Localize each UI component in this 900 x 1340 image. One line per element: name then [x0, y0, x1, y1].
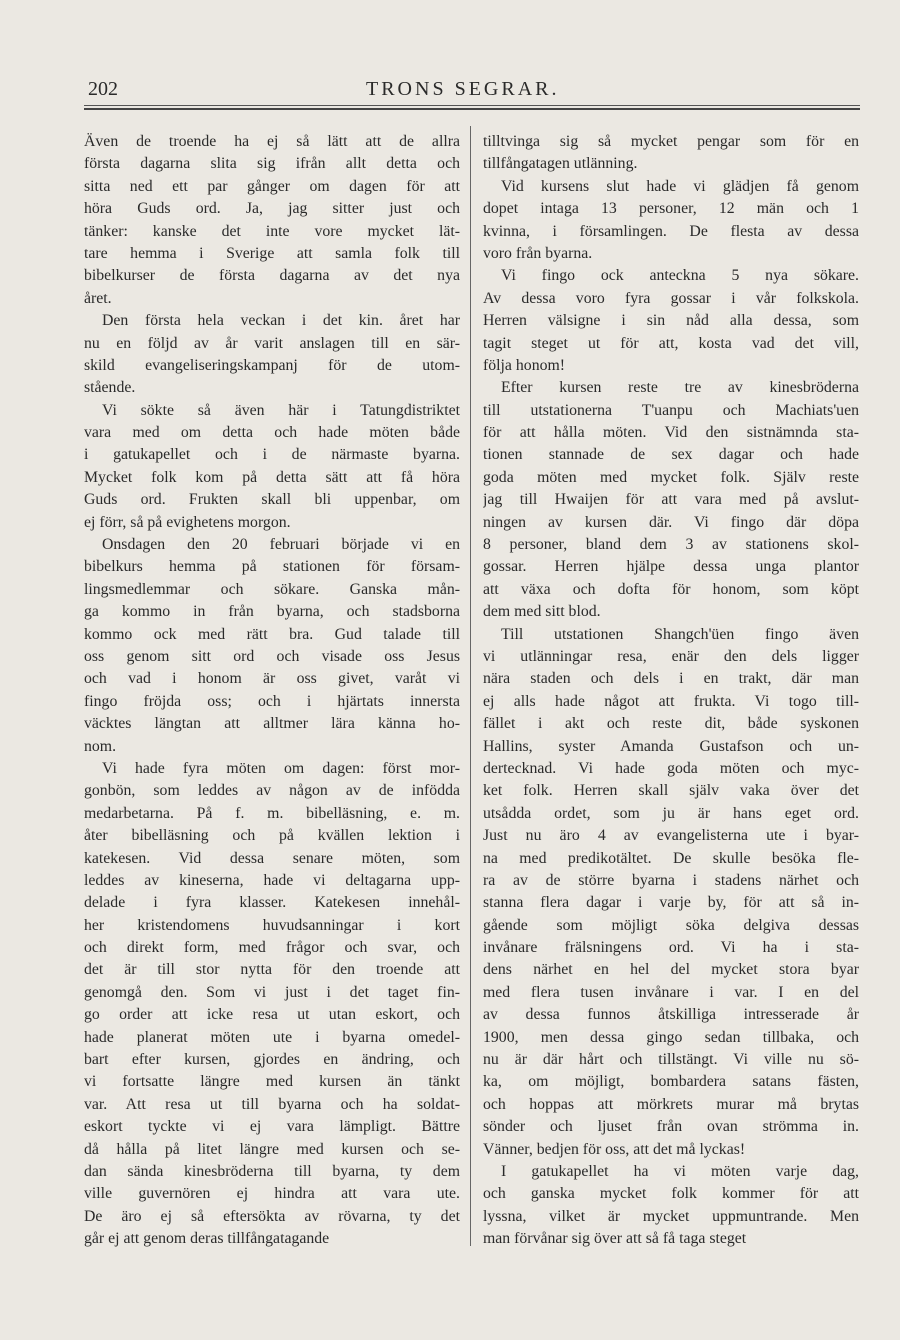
paragraph [483, 624, 859, 1161]
text-line: Vi sökte så även här i Tatungdistriktet [102, 401, 460, 419]
text-line: lingsmedlemmar och sökare. Ganska mån- [84, 580, 460, 598]
text-line: medarbetarna. På f. m. bibelläsning, e. m. [84, 804, 460, 822]
text-line: i gatukapellet och i de närmaste byarna. [84, 446, 460, 464]
text-line: Guds ord. Frukten skall bli uppenbar, om [84, 491, 460, 509]
text-line: eskort tyckte vi ej vara lämpligt. Bättre [84, 1118, 460, 1136]
text-line: delade i fyra klasser. Katekesen innehål- [84, 894, 460, 912]
text-line: bart efter kursen, gjordes en ändring, och [84, 1051, 460, 1069]
text-line: 8 personer, bland dem 3 av stationens skol- [483, 536, 859, 554]
text-line: leddes av kineserna, hade vi deltagarna upp- [84, 871, 460, 889]
text-line: att växa och dofta för honom, som köpt [483, 580, 859, 598]
text-line: bibelkurs hemma på stationen för försam- [84, 558, 460, 576]
text-line: skild evangeliseringskampanj för de utom- [84, 356, 460, 374]
text-line: tagit steget ut för att, kosta vad det vill, [483, 334, 859, 352]
text-line: fingo fröjda oss; och i hjärtats innersta [84, 692, 460, 710]
text-line: Även de troende ha ej så lätt att de allra [84, 133, 460, 150]
text-line: Vi hade fyra möten om dagen: först mor- [102, 759, 460, 777]
text-line: och hoppas att mörkrets murar må brytas [483, 1095, 859, 1113]
header-rule-thin [84, 105, 860, 106]
text-line: ga kommo in från byarna, och stadsborna [84, 603, 460, 621]
text-line: goda möten med mycket folk. Själv reste [483, 468, 859, 486]
text-line: tilltvinga sig så mycket pengar som för en [483, 133, 859, 150]
paragraph [483, 176, 859, 266]
text-line: med flera tusen invånare i var. I en del [483, 983, 859, 1001]
text-line: sönder och ljuset från ovan strömma in. [483, 1118, 859, 1136]
page-number: 202 [88, 78, 118, 100]
text-line: då hålla på litet längre med kursen och se- [84, 1140, 460, 1158]
text-line: invånare frälsningens ord. Vi ha i sta- [483, 939, 859, 957]
paragraph [84, 534, 460, 758]
text-line: bibelkurser de första dagarna av det nya [84, 267, 460, 285]
text-line: dopet intaga 13 personer, 12 män och 1 [483, 200, 859, 218]
text-line: och direkt form, med frågor och svar, och [84, 939, 460, 957]
text-line: lyssna, vilket är mycket uppmuntrande. Men [483, 1207, 859, 1225]
paragraph [483, 377, 859, 623]
text-line: Herren välsigne i sin nåd alla dessa, som [483, 312, 859, 330]
text-line: och ganska mycket folk kommer för att [483, 1185, 859, 1203]
text-line: fället i akt och reste dit, både syskonen [483, 715, 859, 733]
text-line: ej förr, så på evighetens morgon. [84, 513, 291, 531]
text-line: utsådda ordet, som ju är hans eget ord. [483, 804, 859, 822]
running-title: TRONS SEGRAR. [366, 78, 560, 100]
text-line: kvinna, i församlingen. De flesta av dessa [483, 222, 859, 240]
text-line: ej alls hade något att frukta. Vi togo till- [483, 692, 859, 710]
header-rule-thick [84, 108, 860, 110]
column-divider [470, 126, 471, 1246]
paragraph [84, 131, 460, 310]
text-line: voro från byarna. [483, 244, 593, 262]
page-header [84, 78, 858, 106]
text-line: ra av de större byarna i stadens närhet och [483, 871, 859, 889]
text-line: Vid kursens slut hade vi glädjen få genom [501, 177, 859, 195]
text-line: genomgå den. Som vi just i det taget fin- [84, 983, 460, 1001]
paragraph [483, 1161, 859, 1251]
text-line: vi fortsatte längre med kursen än tänkt [84, 1073, 460, 1091]
text-line: her kristendomens huvudsanningar i kort [84, 916, 460, 934]
left-column [84, 131, 460, 1251]
paragraph [84, 310, 460, 400]
text-line: katekesen. Vid dessa senare möten, som [84, 849, 460, 867]
text-line: höra Guds ord. Ja, jag sitter just och [84, 200, 460, 218]
text-line: går ej att genom deras tillfångatagande [84, 1230, 330, 1248]
text-line: na med predikotältet. De skulle besöka fle- [483, 849, 859, 867]
text-line: ka, om möjligt, bombardera satans fästen, [483, 1073, 859, 1091]
text-line: av dessa funnos åtskilliga intresserade år [483, 1006, 859, 1024]
text-line: Mycket folk kom på detta sätt att få höra [84, 468, 460, 486]
text-line: tionen stannade de sex dagar och hade [483, 446, 859, 464]
paragraph [84, 758, 460, 1251]
text-line: tillfångatagen utlänning. [483, 155, 638, 173]
text-line: Vänner, bedjen för oss, att det må lyckas! [483, 1140, 746, 1158]
text-line: kommo ock med rätt bra. Gud talade till [84, 625, 460, 643]
text-line: stanna flera dagar i varje by, för att så in- [483, 894, 859, 912]
text-line: sitta ned ett par gånger om dagen för att [84, 177, 460, 195]
text-line: gossar. Herren hjälpe dessa unga plantor [483, 558, 859, 576]
text-line: nom. [84, 737, 117, 755]
text-line: Efter kursen reste tre av kinesbröderna [501, 379, 859, 397]
text-line: nu en följd av år varit anslagen till en sär- [84, 334, 460, 352]
text-line: tare hemma i Sverige att samla folk till [84, 244, 460, 262]
text-line: 1900, men dessa gingo sedan tillbaka, och [483, 1028, 859, 1046]
text-line: gonbön, som leddes av någon av de infödda [84, 782, 460, 800]
text-line: man förvånar sig över att så få taga steget [483, 1230, 747, 1248]
paragraph [483, 131, 859, 176]
text-line: gående som möjligt söka delgiva dessas [483, 916, 859, 934]
text-line: Onsdagen den 20 februari började vi en [102, 536, 460, 554]
text-line: det är till stor nytta för den troende att [84, 961, 460, 979]
text-line: Den första hela veckan i det kin. året har [102, 312, 460, 330]
text-line: Just nu äro 4 av evangelisterna ute i byar- [483, 827, 859, 845]
text-line: I gatukapellet ha vi möten varje dag, [501, 1162, 859, 1180]
paragraph [483, 265, 859, 377]
text-line: dan sända kinesbröderna till byarna, ty dem [84, 1162, 460, 1180]
text-line: oss genom sitt ord och visade oss Jesus [84, 647, 460, 665]
text-line: året. [84, 289, 112, 307]
text-line: go order att icke resa ut utan eskort, och [84, 1006, 460, 1024]
text-line: ket folk. Herren skall själv vaka över det [483, 782, 859, 800]
text-line: nära staden och dels i en trakt, där man [483, 670, 859, 688]
text-line: nu är där hårt och tillstängt. Vi ville nu sö- [483, 1051, 859, 1069]
text-line: stående. [84, 379, 136, 397]
text-line: Till utstationen Shangch'üen fingo även [501, 625, 859, 643]
text-line: Hallins, syster Amanda Gustafson och un- [483, 737, 859, 755]
text-line: vara med om detta och hade möten både [84, 424, 460, 442]
text-line: till utstationerna T'uanpu och Machiats'uen [483, 401, 859, 419]
text-line: väcktes längtan att alltmer lära känna ho- [84, 715, 460, 733]
paragraph [84, 400, 460, 534]
text-line: ningen av kursen där. Vi fingo där döpa [483, 513, 859, 531]
text-line: dens närhet en hel del mycket stora byar [483, 961, 859, 979]
text-line: åter bibelläsning och på kvällen lektion i [84, 827, 460, 845]
text-line: hade planerat möten ute i byarna omedel- [84, 1028, 460, 1046]
text-line: Av dessa voro fyra gossar i vår folkskola. [483, 289, 859, 307]
text-line: följa honom! [483, 356, 566, 374]
text-line: Vi fingo ock anteckna 5 nya sökare. [501, 267, 859, 285]
text-line: för att hålla möten. Vid den sistnämnda sta- [483, 424, 859, 442]
text-line: dertecknad. Vi hade goda möten och myc- [483, 759, 859, 777]
text-line: jag till Hwaijen för att vara med på avslut- [483, 491, 859, 509]
text-line: och vad i honom är oss givet, varåt vi [84, 670, 460, 688]
text-line: tänker: kanske det inte vore mycket lät- [84, 222, 460, 240]
text-line: dem med sitt blod. [483, 603, 601, 621]
text-line: var. Att resa ut till byarna och ha soldat- [84, 1095, 460, 1113]
right-column [483, 131, 859, 1251]
text-line: De äro ej så eftersökta av rövarna, ty det [84, 1207, 460, 1225]
text-line: första dagarna slita sig ifrån allt detta och [84, 155, 460, 173]
text-line: ville guvernören ej hindra att vara ute. [84, 1185, 460, 1203]
text-line: vi utlänningar resa, enär den dels ligger [483, 647, 859, 665]
